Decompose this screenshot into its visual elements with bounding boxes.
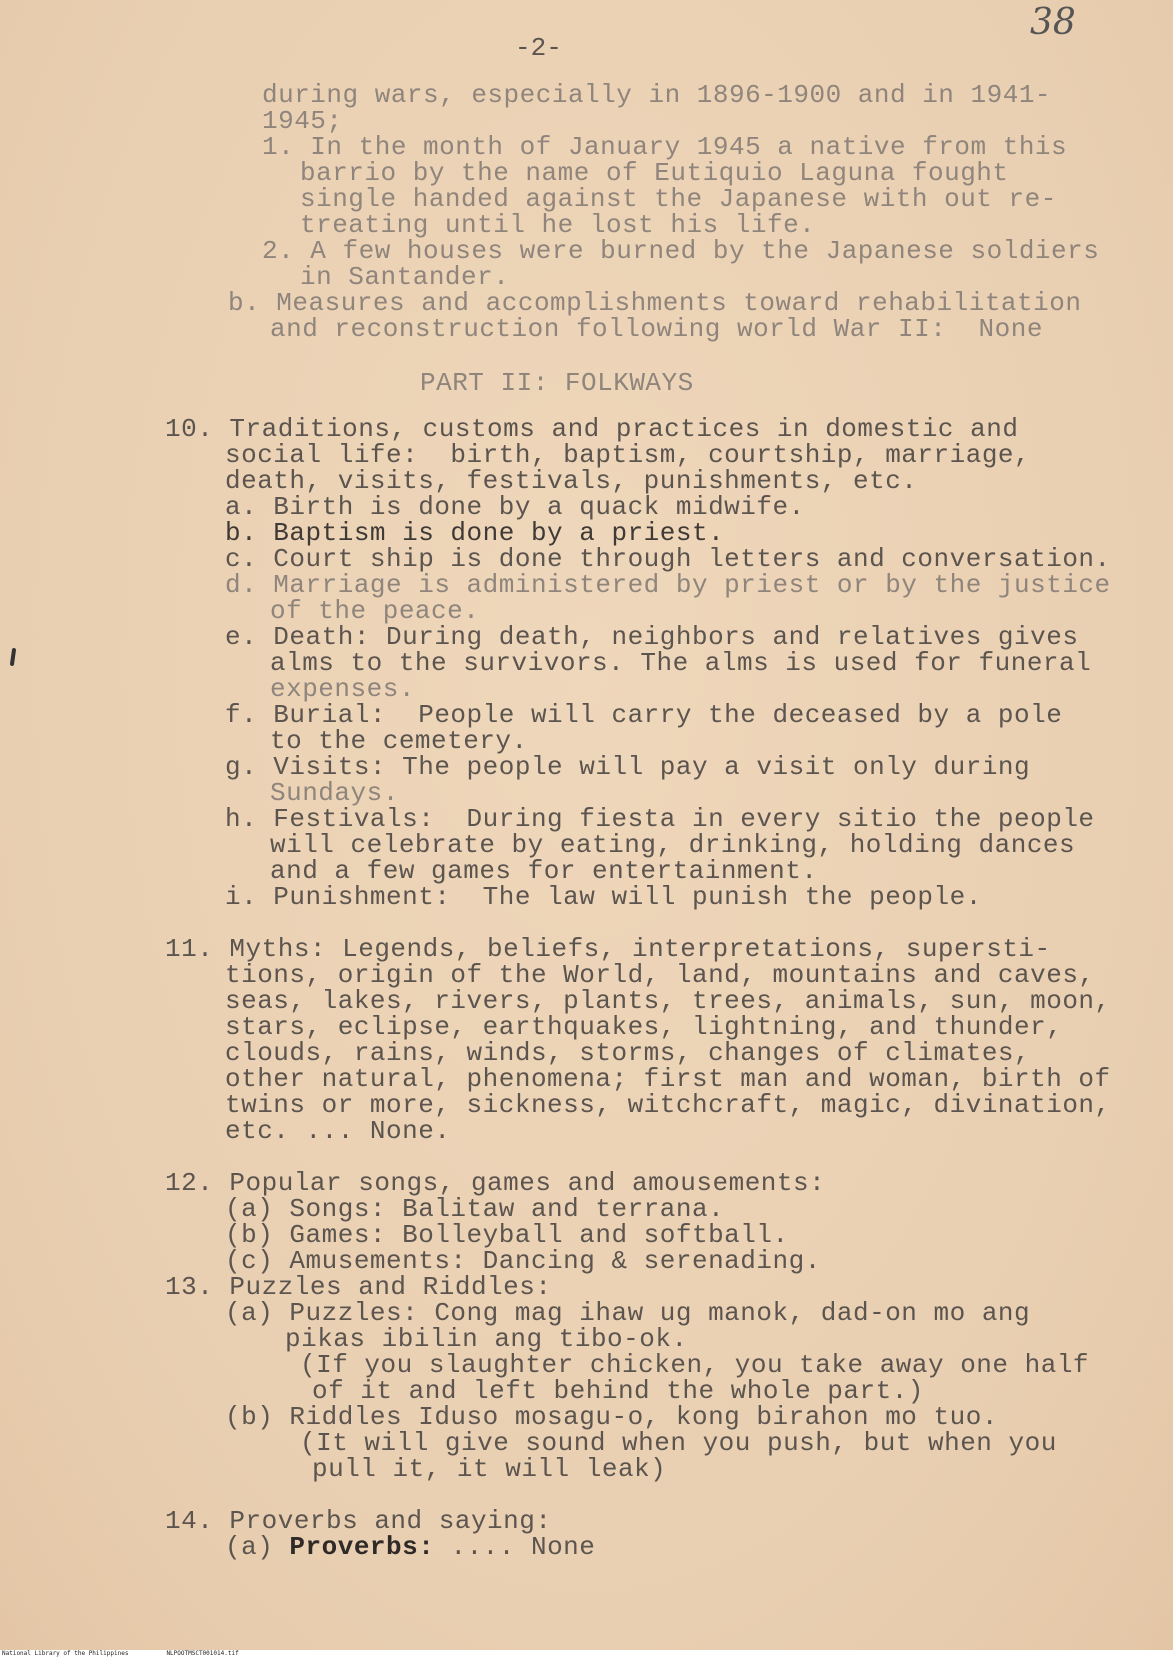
text-line: and a few games for entertainment.	[270, 856, 818, 886]
text-line: (b) Riddles Iduso mosagu-o, kong birahon mo tuo.	[225, 1402, 998, 1432]
text-line: g. Visits: The people will pay a visit only during	[225, 752, 1031, 782]
text-line: f. Burial: People will carry the deceased by a pole	[225, 700, 1063, 730]
text-line: b. Measures and accomplishments toward rehabilitation	[228, 288, 1082, 318]
text-line: b. Baptism is done by a priest.	[225, 518, 725, 548]
text-line: single handed against the Japanese with out re-	[300, 184, 1057, 214]
section-heading: PART II: FOLKWAYS	[420, 368, 694, 398]
text-line: 2. A few houses were burned by the Japanese soldiers	[262, 236, 1100, 266]
ink-mark	[10, 648, 16, 666]
text-line: alms to the survivors. The alms is used for funeral	[270, 648, 1092, 678]
text-line: during wars, especially in 1896-1900 and in 1941-	[262, 80, 1052, 110]
text-line: (a) Puzzles: Cong mag ihaw ug manok, dad-on mo ang	[225, 1298, 1031, 1328]
text-line: h. Festivals: During fiesta in every sitio the people	[225, 804, 1095, 834]
text-line: death, visits, festivals, punishments, etc.	[225, 466, 918, 496]
text-line: (a) Songs: Balitaw and terrana.	[225, 1194, 725, 1224]
text-line: clouds, rains, winds, storms, changes of climates,	[225, 1038, 1031, 1068]
text-line: (If you slaughter chicken, you take away one half	[300, 1350, 1090, 1380]
footer-library: National Library of the Philippines	[2, 1650, 129, 1657]
text-line: 1. In the month of January 1945 a native from this	[262, 132, 1068, 162]
text-line: a. Birth is done by a quack midwife.	[225, 492, 805, 522]
handwritten-page-number: 38	[1030, 2, 1076, 43]
text-line: twins or more, sickness, witchcraft, magic, divination,	[225, 1090, 1111, 1120]
proverbs-prefix: (a)	[225, 1532, 290, 1562]
text-line: barrio by the name of Eutiquio Laguna fought	[300, 158, 1009, 188]
text-line: stars, eclipse, earthquakes, lightning, and thunder,	[225, 1012, 1063, 1042]
text-line: of it and left behind the whole part.)	[312, 1376, 924, 1406]
proverbs-suffix: .... None	[434, 1532, 596, 1562]
proverbs-bold-word: Proverbs:	[289, 1532, 435, 1562]
item-11: 11. Myths: Legends, beliefs, interpretations, supersti-	[165, 934, 1051, 964]
text-line: other natural, phenomena; first man and woman, birth of	[225, 1064, 1111, 1094]
text-line: expenses.	[270, 674, 415, 704]
text-line: of the peace.	[270, 596, 480, 626]
text-line: (c) Amusements: Dancing & serenading.	[225, 1246, 821, 1276]
text-line: and reconstruction following world War II: None	[270, 314, 1043, 344]
text-line: in Santander.	[300, 262, 510, 292]
scan-footer	[0, 1650, 1173, 1658]
text-line: e. Death: During death, neighbors and relatives gives	[225, 622, 1079, 652]
text-line: pikas ibilin ang tibo-ok.	[285, 1324, 688, 1354]
text-line: social life: birth, baptism, courtship, marriage,	[225, 440, 1031, 470]
text-line: d. Marriage is administered by priest or by the justice	[225, 570, 1111, 600]
page-number: -2-	[515, 33, 562, 63]
text-line: treating until he lost his life.	[300, 210, 816, 240]
item-13: 13. Puzzles and Riddles:	[165, 1272, 552, 1302]
item-12: 12. Popular songs, games and amousements:	[165, 1168, 826, 1198]
text-line: i. Punishment: The law will punish the people.	[225, 882, 982, 912]
item-10: 10. Traditions, customs and practices in domestic and	[165, 414, 1019, 444]
item-14: 14. Proverbs and saying:	[165, 1506, 552, 1536]
footer-file: NLPOOTMSCT001014.tif	[166, 1650, 239, 1657]
text-line: 1945;	[262, 106, 343, 136]
text-line: tions, origin of the World, land, mountains and caves,	[225, 960, 1095, 990]
text-line: c. Court ship is done through letters and conversation.	[225, 544, 1111, 574]
text-line: (b) Games: Bolleyball and softball.	[225, 1220, 789, 1250]
text-line-proverbs	[225, 1534, 595, 1561]
text-line: to the cemetery.	[270, 726, 528, 756]
text-line: etc. ... None.	[225, 1116, 451, 1146]
text-line: (It will give sound when you push, but when you	[300, 1428, 1057, 1458]
text-line: seas, lakes, rivers, plants, trees, animals, sun, moon,	[225, 986, 1111, 1016]
text-line: will celebrate by eating, drinking, holding dances	[270, 830, 1076, 860]
text-line: pull it, it will leak)	[312, 1454, 667, 1484]
text-line: Sundays.	[270, 778, 399, 808]
